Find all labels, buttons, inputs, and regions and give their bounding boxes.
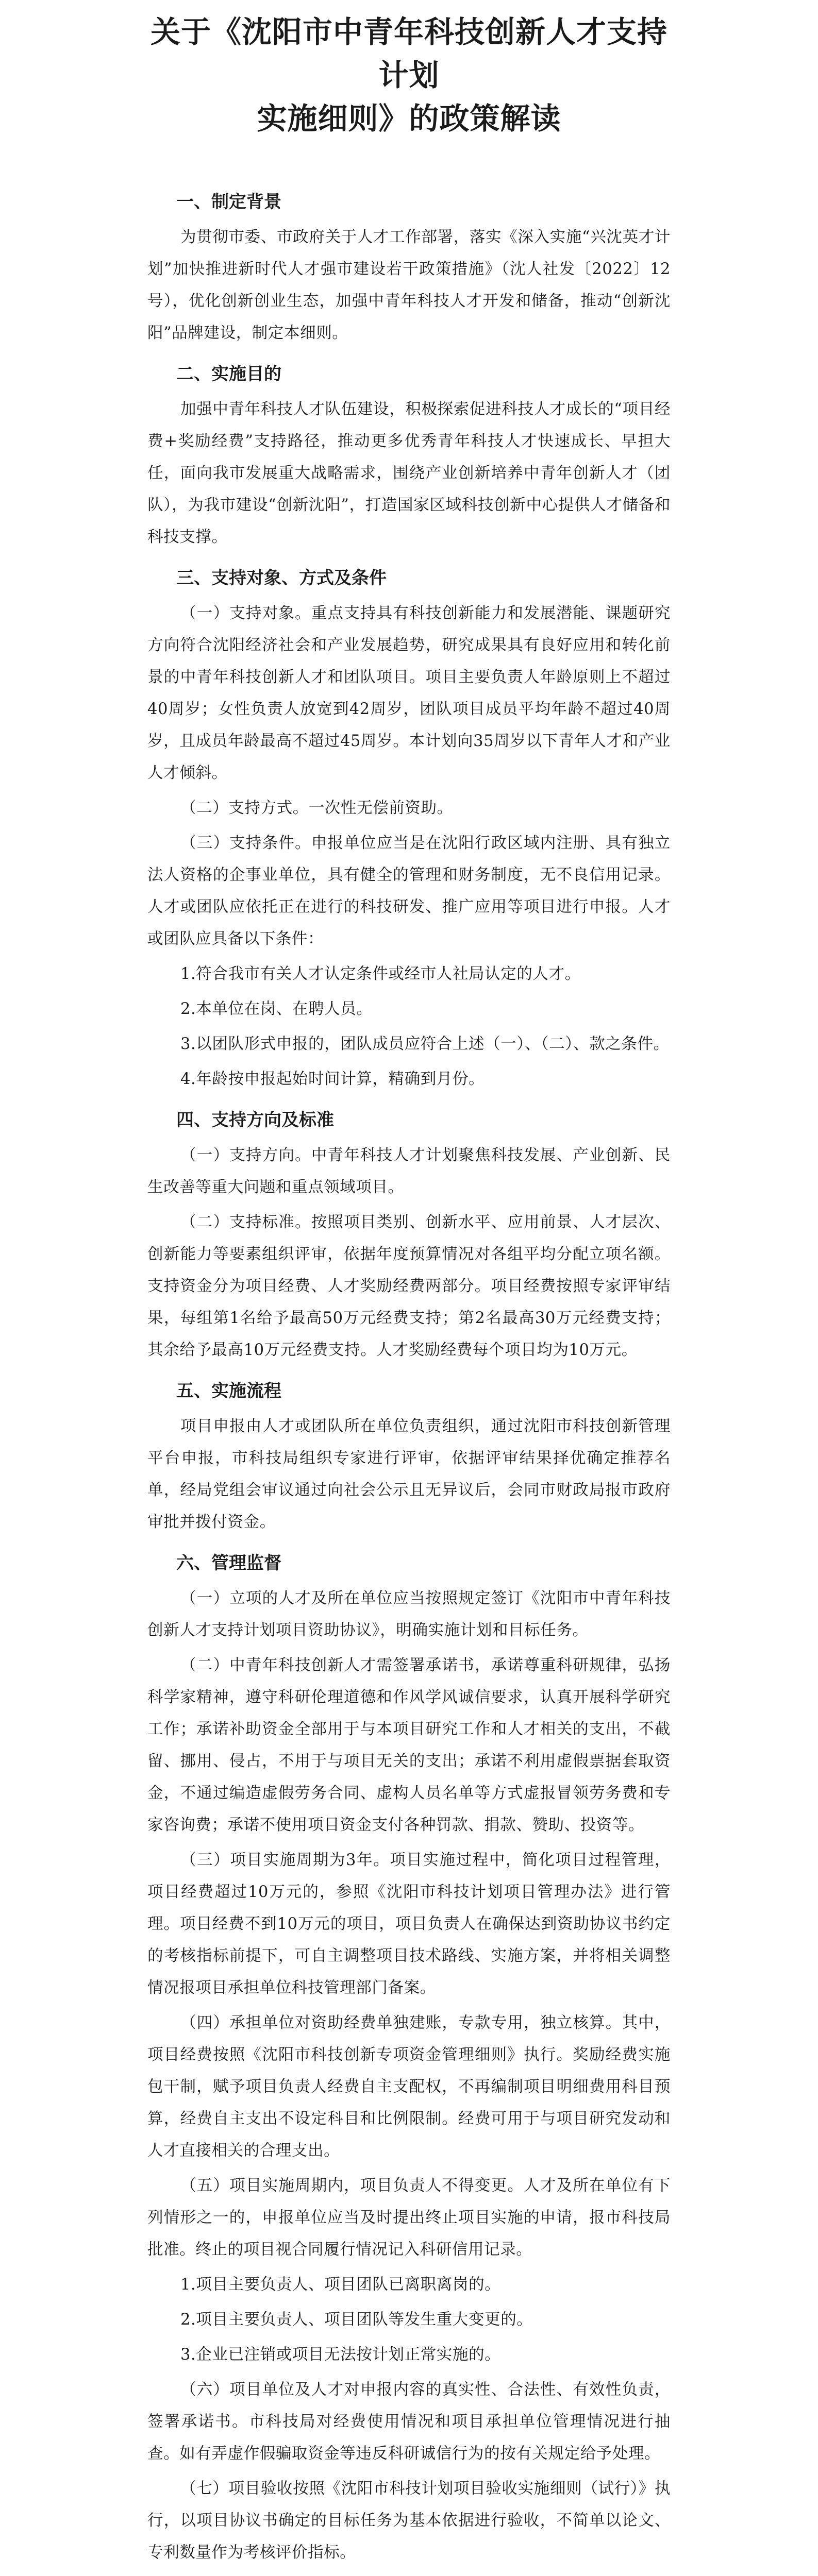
- section-purpose: [147, 359, 671, 553]
- section-paragraph: （六）项目单位及人才对申报内容的真实性、合法性、有效性负责，签署承诺书。市科技局对经费使用情况和项目承担单位管理情况进行抽查。如有弄虚作假骗取资金等违反科研诚信行为的按有关规定给予处理。: [147, 2381, 671, 2463]
- list-item: 4.年龄按申报起始时间计算，精确到月份。: [180, 1070, 485, 1088]
- section-paragraph: （七）项目验收按照《沈阳市科技计划项目验收实施细则（试行）》执行，以项目协议书确定的目标任务为基本依据进行验收，不简单以论文、专利数量作为考核评价指标。: [147, 2480, 671, 2562]
- list-item: 2.本单位在岗、在聘人员。: [180, 1000, 373, 1018]
- section-paragraph: （一）立项的人才及所在单位应当按照规定签订《沈阳市中青年科技创新人才支持计划项目资助协议》，明确实施计划和目标任务。: [147, 1589, 671, 1639]
- section-paragraph: 为贯彻市委、市政府关于人才工作部署，落实《深入实施“兴沈英才计划”加快推进新时代人才强市建设若干政策措施》（沈人社发〔2022〕12号），优化创新创业生态，加强中青年科技人才开发和储备，推动“创新沈阳”品牌建设，制定本细则。: [147, 228, 671, 342]
- list-item: 3.企业已注销或项目无法按计划正常实施的。: [180, 2346, 501, 2364]
- section-paragraph: （二）中青年科技创新人才需签署承诺书，承诺尊重科研规律，弘扬科学家精神，遵守科研伦理道德和作风学风诚信要求，认真开展科学研究工作；承诺补助资金全部用于与本项目研究工作和人才相关的支出，不截留、挪用、侵占，不用于与项目无关的支出；承诺不利用虚假票据套取资金，不通过编造虚假劳务合同、虚构人员名单等方式虚报冒领劳务费和专家咨询费；承诺不使用项目资金支付各种罚款、捐款、赞助、投资等。: [147, 1656, 671, 1834]
- page-title: [147, 10, 671, 140]
- section-paragraph: 加强中青年科技人才队伍建设，积极探索促进科技人才成长的“项目经费+奖励经费”支持路径，推动更多优秀青年科技人才快速成长、早担大任，面向我市发展重大战略需求，围绕产业创新培养中青年创新人才（团队），为我市建设“创新沈阳”，打造国家区域科技创新中心提供人才储备和科技支撑。: [147, 400, 671, 546]
- section-paragraph: （四）承担单位对资助经费单独建账，专款专用，独立核算。其中，项目经费按照《沈阳市科技创新专项资金管理细则》执行。奖励经费实施包干制，赋予项目负责人经费自主支配权，不再编制项目明细费用科目预算，经费自主支出不设定科目和比例限制。经费可用于与项目研究发动和人才直接相关的合理支出。: [147, 2014, 671, 2160]
- section-supervision: [147, 1548, 671, 2569]
- list-item: 1.符合我市有关人才认定条件或经市人社局认定的人才。: [180, 965, 581, 983]
- list-item: 1.项目主要负责人、项目团队已离职离岗的。: [180, 2276, 501, 2294]
- section-process: [147, 1376, 671, 1538]
- section-support-conditions: [147, 563, 671, 1095]
- title-line-2: 实施细则》的政策解读: [257, 101, 561, 136]
- section-support-direction: [147, 1105, 671, 1366]
- section-heading: 六、管理监督: [176, 1553, 281, 1573]
- section-paragraph: （一）支持方向。中青年科技人才计划聚焦科技发展、产业创新、民生改善等重大问题和重点领域项目。: [147, 1146, 671, 1196]
- section-heading: 四、支持方向及标准: [176, 1110, 334, 1130]
- section-paragraph: 项目申报由人才或团队所在单位负责组织，通过沈阳市科技创新管理平台申报，市科技局组织专家进行评审，依据评审结果择优确定推荐名单，经局党组会审议通过向社会公示且无异议后，会同市财政局报市政府审批并拨付资金。: [147, 1417, 671, 1531]
- section-heading: 一、制定背景: [176, 192, 281, 212]
- section-paragraph: （二）支持标准。按照项目类别、创新水平、应用前景、人才层次、创新能力等要素组织评审，依据年度预算情况对各组平均分配立项名额。支持资金分为项目经费、人才奖励经费两部分。项目经费按照专家评审结果，每组第1名给予最高50万元经费支持；第2名最高30万元经费支持；其余给予最高10万元经费支持。人才奖励经费每个项目均为10万元。: [147, 1213, 671, 1359]
- list-item: 3.以团队形式申报的，团队成员应符合上述（一）、（二）、款之条件。: [180, 1035, 670, 1053]
- title-line-1: 关于《沈阳市中青年科技创新人才支持计划: [150, 14, 667, 93]
- section-paragraph: （五）项目实施周期内，项目负责人不得变更。人才及所在单位有下列情形之一的，申报单位应当及时提出终止项目实施的申请，报市科技局批准。终止的项目视合同履行情况记入科研信用记录。: [147, 2177, 671, 2259]
- section-paragraph: （一）支持对象。重点支持具有科技创新能力和发展潜能、课题研究方向符合沈阳经济社会和产业发展趋势，研究成果具有良好应用和转化前景的中青年科技创新人才和团队项目。项目主要负责人年龄原则上不超过40周岁；女性负责人放宽到42周岁，团队项目成员平均年龄不超过40周岁，且成员年龄最高不超过45周岁。本计划向35周岁以下青年人才和产业人才倾斜。: [147, 604, 671, 782]
- section-heading: 五、实施流程: [176, 1381, 281, 1401]
- section-heading: 三、支持对象、方式及条件: [176, 568, 387, 588]
- section-paragraph: （三）支持条件。申报单位应当是在沈阳行政区域内注册、具有独立法人资格的企事业单位，具有健全的管理和财务制度，无不良信用记录。人才或团队应依托正在进行的科技研发、推广应用等项目进行申报。人才或团队应具备以下条件：: [147, 834, 671, 948]
- section-paragraph: （二）支持方式。一次性无偿前资助。: [180, 799, 453, 817]
- list-item: 2.项目主要负责人、项目团队等发生重大变更的。: [180, 2311, 533, 2329]
- section-background: [147, 187, 671, 349]
- section-paragraph: （三）项目实施周期为3年。项目实施过程中，简化项目过程管理，项目经费超过10万元的，参照《沈阳市科技计划项目管理办法》进行管理。项目经费不到10万元的项目，项目负责人在确保达到资助协议书约定的考核指标前提下，可自主调整项目技术路线、实施方案，并将相关调整情况报项目承担单位科技管理部门备案。: [147, 1851, 671, 1997]
- section-heading: 二、实施目的: [176, 364, 281, 384]
